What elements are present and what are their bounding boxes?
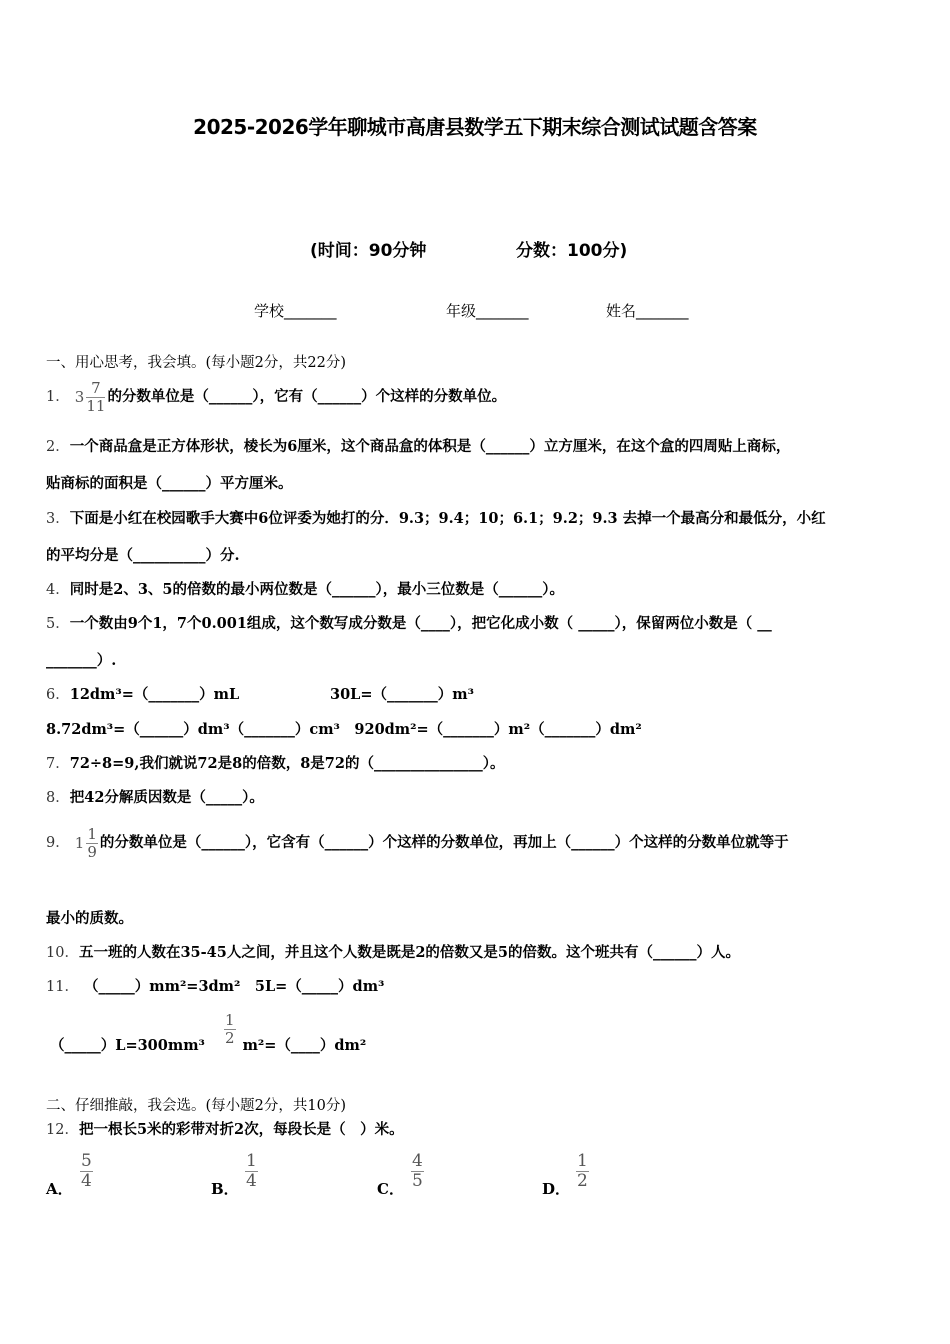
question-2	[46, 435, 790, 456]
question-text: 的分数单位是（______），它含有（______）个这样的分数单位，再加上（______）个这样的分数单位就等于	[99, 834, 789, 851]
fraction: $\frac{1}{9}$	[87, 825, 97, 861]
question-10	[46, 941, 740, 962]
question-text: 把42分解质因数是（_____）。	[69, 789, 264, 806]
question-number: 12．	[46, 1122, 79, 1138]
question-7	[46, 752, 504, 773]
question-text: 下面是小红在校园歌手大赛中6位评委为她打的分．9.3；9.4；10；6.1；9.2；9.3 去掉一个最高分和最低分，小红	[69, 510, 826, 527]
question-2-cont: 贴商标的面积是（______）平方厘米。	[46, 475, 293, 492]
exam-score: 分数：100分)	[516, 241, 628, 261]
question-6-part-b: 30L=（_______）m³	[330, 686, 474, 703]
question-11-cont: （_____）L=300mm³ $\frac{1}{2}$ m²=（____）dm²	[50, 1011, 367, 1054]
question-text: 五一班的人数在35-45人之间，并且这个人数是既是2的倍数又是5的倍数。这个班共有（______）人。	[78, 944, 741, 961]
question-number: 6．	[46, 687, 70, 703]
question-text: 一个数由9个1，7个0.001组成，这个数写成分数是（____），把它化成小数（ _____），保留两位小数是（ __	[69, 615, 772, 632]
question-3-cont: 的平均分是（__________）分.	[46, 547, 240, 564]
mixed-number-whole: 3	[74, 388, 85, 406]
question-text: 同时是2、3、5的倍数的最小两位数是（______），最小三位数是（______）。	[69, 581, 564, 598]
question-6-cont: 8.72dm³=（______）dm³（_______）cm³ 920dm²=（_______）m²（_______）dm²	[46, 721, 642, 738]
question-9-cont: 最小的质数。	[46, 910, 133, 927]
question-text: 72÷8=9,我们就说72是8的倍数，8是72的（_______________）。	[69, 755, 505, 772]
fraction: $\frac{4}{5}$	[412, 1151, 423, 1191]
fraction: $\frac{1}{2}$	[224, 1011, 235, 1047]
question-number: 4．	[46, 582, 70, 598]
question-number: 2．	[46, 439, 70, 455]
question-number: 7．	[46, 756, 70, 772]
question-5	[46, 612, 772, 633]
fraction: $\frac{5}{4}$	[81, 1151, 92, 1191]
grade-field: 年级_______	[446, 302, 529, 320]
fraction: $\frac{7}{11}$	[86, 379, 106, 415]
question-5-cont: _______）.	[46, 652, 117, 669]
mixed-number-whole: 1	[74, 834, 85, 852]
fraction: $\frac{1}{4}$	[246, 1151, 257, 1191]
question-12	[46, 1118, 404, 1139]
question-3	[46, 507, 826, 528]
question-number: 1．	[46, 389, 70, 405]
exam-time: (时间：90分钟	[310, 241, 427, 261]
fraction: $\frac{1}{2}$	[577, 1151, 588, 1191]
question-number: 8．	[46, 790, 70, 806]
question-text: 12dm³=（_______）mL	[69, 686, 240, 703]
question-text: （_____）mm²=3dm² 5L=（_____）dm³	[84, 978, 385, 995]
section-1-heading: 一、用心思考，我会填。(每小题2分，共22分)	[46, 355, 346, 371]
page-title: 2025-2026学年聊城市高唐县数学五下期末综合测试试题含答案	[193, 115, 757, 139]
question-9	[46, 826, 789, 860]
question-text: 的分数单位是（______），它有（______）个这样的分数单位。	[107, 388, 507, 405]
question-number: 3．	[46, 511, 70, 527]
question-1	[46, 380, 506, 414]
question-number: 10．	[46, 945, 79, 961]
question-8	[46, 786, 264, 807]
question-number: 5．	[46, 616, 70, 632]
question-text: 一个商品盒是正方体形状，棱长为6厘米，这个商品盒的体积是（______）立方厘米，在这个盒的四周贴上商标，	[69, 438, 791, 455]
question-number: 11．	[46, 979, 79, 995]
question-text: 把一根长5米的彩带对折2次，每段长是（ ）米。	[78, 1121, 404, 1138]
section-2-heading: 二、仔细推敲，我会选。(每小题2分，共10分)	[46, 1098, 346, 1114]
name-field: 姓名_______	[606, 302, 689, 320]
question-number: 9．	[46, 835, 70, 851]
question-6	[46, 683, 239, 704]
school-field: 学校_______	[254, 302, 337, 320]
question-11	[46, 975, 384, 996]
question-4	[46, 578, 564, 599]
